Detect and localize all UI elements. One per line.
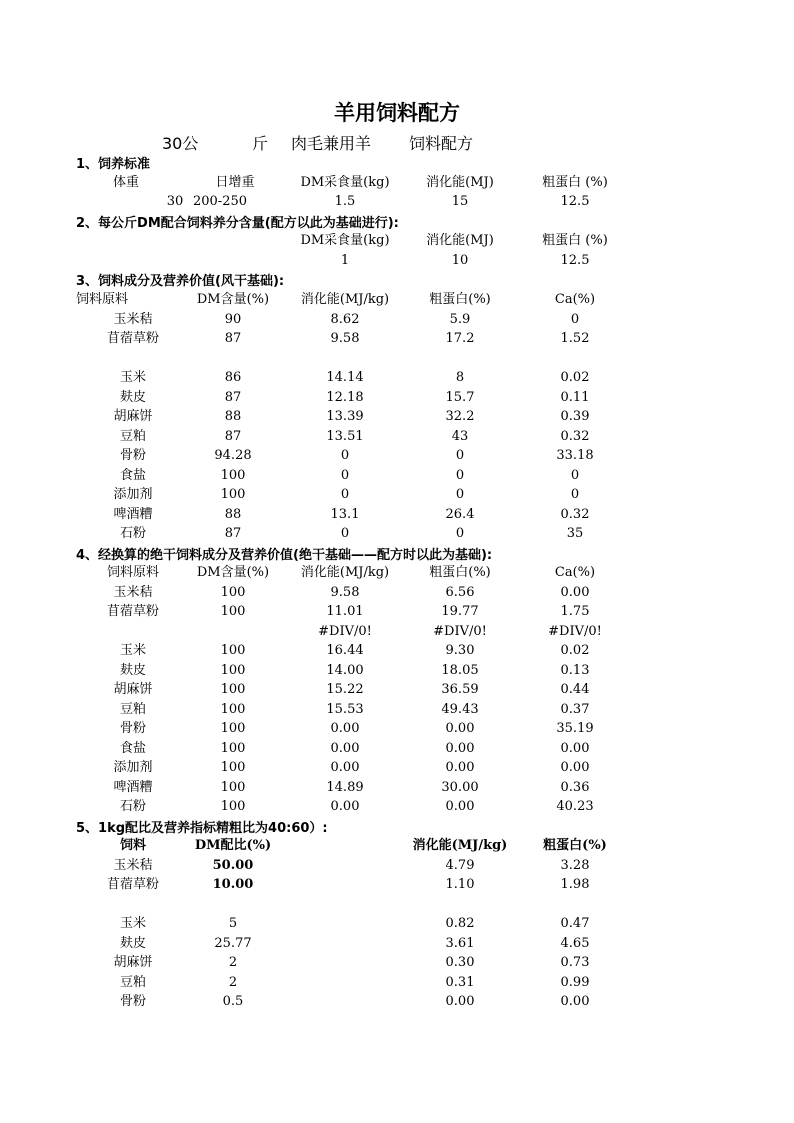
dm-cell: 90	[224, 312, 242, 327]
protein-cell: 0.00	[445, 799, 475, 814]
value-cell: 200-250	[192, 194, 248, 209]
energy-cell: #DIV/0!	[318, 624, 372, 639]
dm-cell: 100	[220, 721, 246, 736]
ratio-cell: 25.77	[214, 936, 252, 951]
dm-cell: 88	[224, 409, 242, 424]
energy-cell: 0	[340, 526, 350, 541]
protein-cell: 15.7	[445, 390, 475, 405]
table-row	[0, 466, 794, 485]
feed-name-cell: 苜蓿草粉	[106, 877, 159, 892]
table-row	[0, 758, 794, 777]
energy-cell: 12.18	[326, 390, 364, 405]
table-row	[0, 446, 794, 465]
ratio-cell: 0.5	[222, 994, 244, 1009]
dm-cell: 100	[220, 760, 246, 775]
ratio-cell: 2	[228, 955, 238, 970]
feed-name-cell: 豆粕	[119, 975, 146, 990]
value-cell: 30	[166, 194, 184, 209]
value-cell: 1	[340, 253, 350, 268]
protein-cell: 32.2	[445, 409, 475, 424]
protein-cell: 1.98	[560, 877, 590, 892]
table-row	[0, 329, 794, 348]
table-row	[0, 622, 794, 641]
calcium-cell: 0.36	[560, 780, 590, 795]
table-row	[0, 583, 794, 602]
feed-name-cell: 食盐	[119, 468, 146, 483]
calcium-cell: #DIV/0!	[548, 624, 602, 639]
table-row	[0, 973, 794, 992]
calcium-cell: 40.23	[556, 799, 594, 814]
protein-cell: 0.00	[560, 994, 590, 1009]
dm-cell: 100	[220, 799, 246, 814]
value-cell: 1.5	[334, 194, 356, 209]
energy-cell: 14.14	[326, 370, 364, 385]
energy-cell: 0.82	[445, 916, 475, 931]
subtitle-breed: 肉毛兼用羊	[291, 134, 372, 153]
table-row	[0, 797, 794, 816]
header-cell: 消化能(MJ)	[426, 233, 494, 248]
feed-name-cell: 玉米秸	[113, 312, 153, 327]
header-cell: 消化能(MJ/kg)	[300, 292, 390, 307]
feed-name-cell: 骨粉	[119, 994, 146, 1009]
protein-cell: 18.05	[441, 663, 479, 678]
calcium-cell: 1.75	[560, 604, 590, 619]
table-row	[0, 505, 794, 524]
protein-cell: 0	[455, 487, 465, 502]
subtitle-unit: 斤	[252, 134, 269, 153]
feed-name-cell: 添加剂	[113, 760, 153, 775]
feed-name-cell: 苜蓿草粉	[106, 604, 159, 619]
energy-cell: 8.62	[330, 312, 360, 327]
energy-cell: 0.30	[445, 955, 475, 970]
calcium-cell: 0.32	[560, 507, 590, 522]
header-cell: DM含量(%)	[196, 565, 270, 580]
value-cell: 12.5	[560, 253, 590, 268]
calcium-cell: 0.11	[560, 390, 590, 405]
protein-cell: 3.28	[560, 858, 590, 873]
section-2-value-row	[0, 251, 794, 270]
protein-cell: 0.99	[560, 975, 590, 990]
table-row	[0, 407, 794, 426]
feed-name-cell: 苜蓿草粉	[106, 331, 159, 346]
header-cell: 饲料原料	[106, 565, 159, 580]
section-4-heading: 4、经换算的绝干饲料成分及营养价值(绝干基础——配方时以此为基础):	[76, 548, 493, 563]
header-cell: 消化能(MJ/kg)	[412, 838, 508, 853]
feed-name-cell: 胡麻饼	[113, 409, 153, 424]
energy-cell: 9.58	[330, 331, 360, 346]
header-cell: 饲料	[119, 838, 146, 853]
ratio-cell: 50.00	[212, 858, 254, 873]
value-cell: 12.5	[560, 194, 590, 209]
table-row	[0, 719, 794, 738]
protein-cell: 6.56	[445, 585, 475, 600]
table-row	[0, 641, 794, 660]
energy-cell: 0.31	[445, 975, 475, 990]
dm-cell: 100	[220, 643, 246, 658]
dm-cell: 87	[224, 390, 242, 405]
calcium-cell: 0.00	[560, 585, 590, 600]
energy-cell: 0.00	[445, 994, 475, 1009]
header-cell: DM含量(%)	[196, 292, 270, 307]
calcium-cell: 0.44	[560, 682, 590, 697]
protein-cell: 26.4	[445, 507, 475, 522]
feed-name-cell: 胡麻饼	[113, 955, 153, 970]
table-row	[0, 368, 794, 387]
protein-cell: #DIV/0!	[433, 624, 487, 639]
table-row	[0, 661, 794, 680]
protein-cell: 0.00	[445, 741, 475, 756]
calcium-cell: 33.18	[556, 448, 594, 463]
feed-name-cell: 啤酒糟	[113, 780, 153, 795]
page-title: 羊用饲料配方	[334, 101, 460, 125]
table-row	[0, 680, 794, 699]
calcium-cell: 0.39	[560, 409, 590, 424]
ratio-cell: 5	[228, 916, 238, 931]
feed-name-cell: 豆粕	[119, 702, 146, 717]
table-row	[0, 875, 794, 894]
header-cell: 消化能(MJ/kg)	[300, 565, 390, 580]
calcium-cell: 35	[566, 526, 584, 541]
section-1-heading: 1、饲养标准	[76, 157, 151, 172]
protein-cell: 43	[451, 429, 469, 444]
feed-name-cell: 食盐	[119, 741, 146, 756]
calcium-cell: 0	[570, 487, 580, 502]
feed-name-cell: 麸皮	[119, 663, 146, 678]
energy-cell: 0.00	[330, 721, 360, 736]
energy-cell: 3.61	[445, 936, 475, 951]
calcium-cell: 0.02	[560, 643, 590, 658]
dm-cell: 87	[224, 429, 242, 444]
section-2-heading: 2、每公斤DM配合饲料养分含量(配方以此为基础进行):	[76, 216, 399, 231]
section-4-header-row	[0, 563, 794, 582]
calcium-cell: 1.52	[560, 331, 590, 346]
calcium-cell: 0.13	[560, 663, 590, 678]
value-cell: 10	[451, 253, 469, 268]
dm-cell: 100	[220, 741, 246, 756]
energy-cell: 14.89	[326, 780, 364, 795]
ratio-cell: 2	[228, 975, 238, 990]
section-1-value-row	[0, 192, 794, 211]
table-row	[0, 739, 794, 758]
section-5-header-row	[0, 836, 794, 855]
protein-cell: 0.00	[445, 760, 475, 775]
protein-cell: 30.00	[441, 780, 479, 795]
energy-cell: 0	[340, 487, 350, 502]
dm-cell: 87	[224, 526, 242, 541]
subtitle-weight: 30公	[162, 134, 199, 153]
energy-cell: 13.39	[326, 409, 364, 424]
header-cell: 粗蛋白(%)	[429, 292, 491, 307]
table-row	[0, 427, 794, 446]
protein-cell: 8	[455, 370, 465, 385]
dm-cell: 100	[220, 468, 246, 483]
protein-cell: 0.00	[445, 721, 475, 736]
table-row	[0, 310, 794, 329]
dm-cell: 100	[220, 780, 246, 795]
table-row	[0, 602, 794, 621]
subtitle	[0, 131, 794, 153]
energy-cell: 4.79	[445, 858, 475, 873]
protein-cell: 19.77	[441, 604, 479, 619]
protein-cell: 0	[455, 526, 465, 541]
protein-cell: 0	[455, 448, 465, 463]
protein-cell: 9.30	[445, 643, 475, 658]
table-row	[0, 992, 794, 1011]
energy-cell: 0.00	[330, 741, 360, 756]
energy-cell: 0	[340, 468, 350, 483]
calcium-cell: 0.37	[560, 702, 590, 717]
table-row	[0, 914, 794, 933]
dm-cell: 100	[220, 682, 246, 697]
protein-cell: 0	[455, 468, 465, 483]
section-5-heading: 5、1kg配比及营养指标精粗比为40:60）:	[76, 821, 328, 836]
energy-cell: 13.1	[330, 507, 360, 522]
dm-cell: 94.28	[214, 448, 252, 463]
dm-cell: 100	[220, 585, 246, 600]
feed-name-cell: 石粉	[119, 526, 146, 541]
header-cell: 粗蛋白(%)	[543, 838, 607, 853]
table-row	[0, 953, 794, 972]
section-3-header-row	[0, 290, 794, 309]
energy-cell: 15.22	[326, 682, 364, 697]
dm-cell: 87	[224, 331, 242, 346]
energy-cell: 0.00	[330, 799, 360, 814]
protein-cell: 0.47	[560, 916, 590, 931]
table-row	[0, 856, 794, 875]
energy-cell: 13.51	[326, 429, 364, 444]
feed-name-cell: 啤酒糟	[113, 507, 153, 522]
table-row	[0, 524, 794, 543]
header-cell: 粗蛋白 (%)	[542, 175, 608, 190]
dm-cell: 100	[220, 487, 246, 502]
protein-cell: 0.73	[560, 955, 590, 970]
header-cell: Ca(%)	[554, 565, 596, 580]
calcium-cell: 0.00	[560, 760, 590, 775]
calcium-cell: 35.19	[556, 721, 594, 736]
feed-name-cell: 麸皮	[119, 390, 146, 405]
calcium-cell: 0	[570, 312, 580, 327]
feed-name-cell: 玉米	[119, 916, 146, 931]
header-cell: 体重	[112, 175, 139, 190]
protein-cell: 17.2	[445, 331, 475, 346]
protein-cell: 49.43	[441, 702, 479, 717]
calcium-cell: 0.02	[560, 370, 590, 385]
protein-cell: 4.65	[560, 936, 590, 951]
header-cell: DM配比(%)	[194, 838, 272, 853]
feed-name-cell: 骨粉	[119, 448, 146, 463]
table-row	[0, 388, 794, 407]
subtitle-label: 饲料配方	[409, 134, 474, 153]
ratio-cell: 10.00	[212, 877, 254, 892]
feed-name-cell: 骨粉	[119, 721, 146, 736]
calcium-cell: 0.00	[560, 741, 590, 756]
calcium-cell: 0	[570, 468, 580, 483]
header-cell: DM采食量(kg)	[300, 175, 390, 190]
feed-name-cell: 玉米	[119, 643, 146, 658]
calcium-cell: 0.32	[560, 429, 590, 444]
header-cell: Ca(%)	[554, 292, 596, 307]
feed-name-cell: 玉米	[119, 370, 146, 385]
protein-cell: 36.59	[441, 682, 479, 697]
section-1-header-row	[0, 173, 794, 192]
energy-cell: 9.58	[330, 585, 360, 600]
feed-name-cell: 玉米秸	[113, 585, 153, 600]
feed-name-cell: 麸皮	[119, 936, 146, 951]
energy-cell: 0.00	[330, 760, 360, 775]
dm-cell: 100	[220, 663, 246, 678]
header-cell: 饲料原料	[76, 292, 129, 307]
table-row	[0, 778, 794, 797]
energy-cell: 15.53	[326, 702, 364, 717]
header-cell: 粗蛋白(%)	[429, 565, 491, 580]
dm-cell: 86	[224, 370, 242, 385]
dm-cell: 88	[224, 507, 242, 522]
feed-name-cell: 添加剂	[113, 487, 153, 502]
section-3-heading: 3、饲料成分及营养价值(风干基础):	[76, 274, 285, 289]
header-cell: DM采食量(kg)	[300, 233, 390, 248]
energy-cell: 11.01	[326, 604, 364, 619]
energy-cell: 16.44	[326, 643, 364, 658]
table-row	[0, 700, 794, 719]
feed-name-cell: 豆粕	[119, 429, 146, 444]
energy-cell: 0	[340, 448, 350, 463]
header-cell: 粗蛋白 (%)	[542, 233, 608, 248]
feed-name-cell: 石粉	[119, 799, 146, 814]
header-cell: 日增重	[215, 175, 255, 190]
table-row	[0, 934, 794, 953]
section-2-header-row	[0, 231, 794, 250]
table-row	[0, 485, 794, 504]
protein-cell: 5.9	[449, 312, 471, 327]
dm-cell: 100	[220, 604, 246, 619]
dm-cell: 100	[220, 702, 246, 717]
energy-cell: 1.10	[445, 877, 475, 892]
value-cell: 15	[451, 194, 469, 209]
feed-name-cell: 玉米秸	[113, 858, 153, 873]
header-cell: 消化能(MJ)	[426, 175, 494, 190]
energy-cell: 14.00	[326, 663, 364, 678]
feed-name-cell: 胡麻饼	[113, 682, 153, 697]
